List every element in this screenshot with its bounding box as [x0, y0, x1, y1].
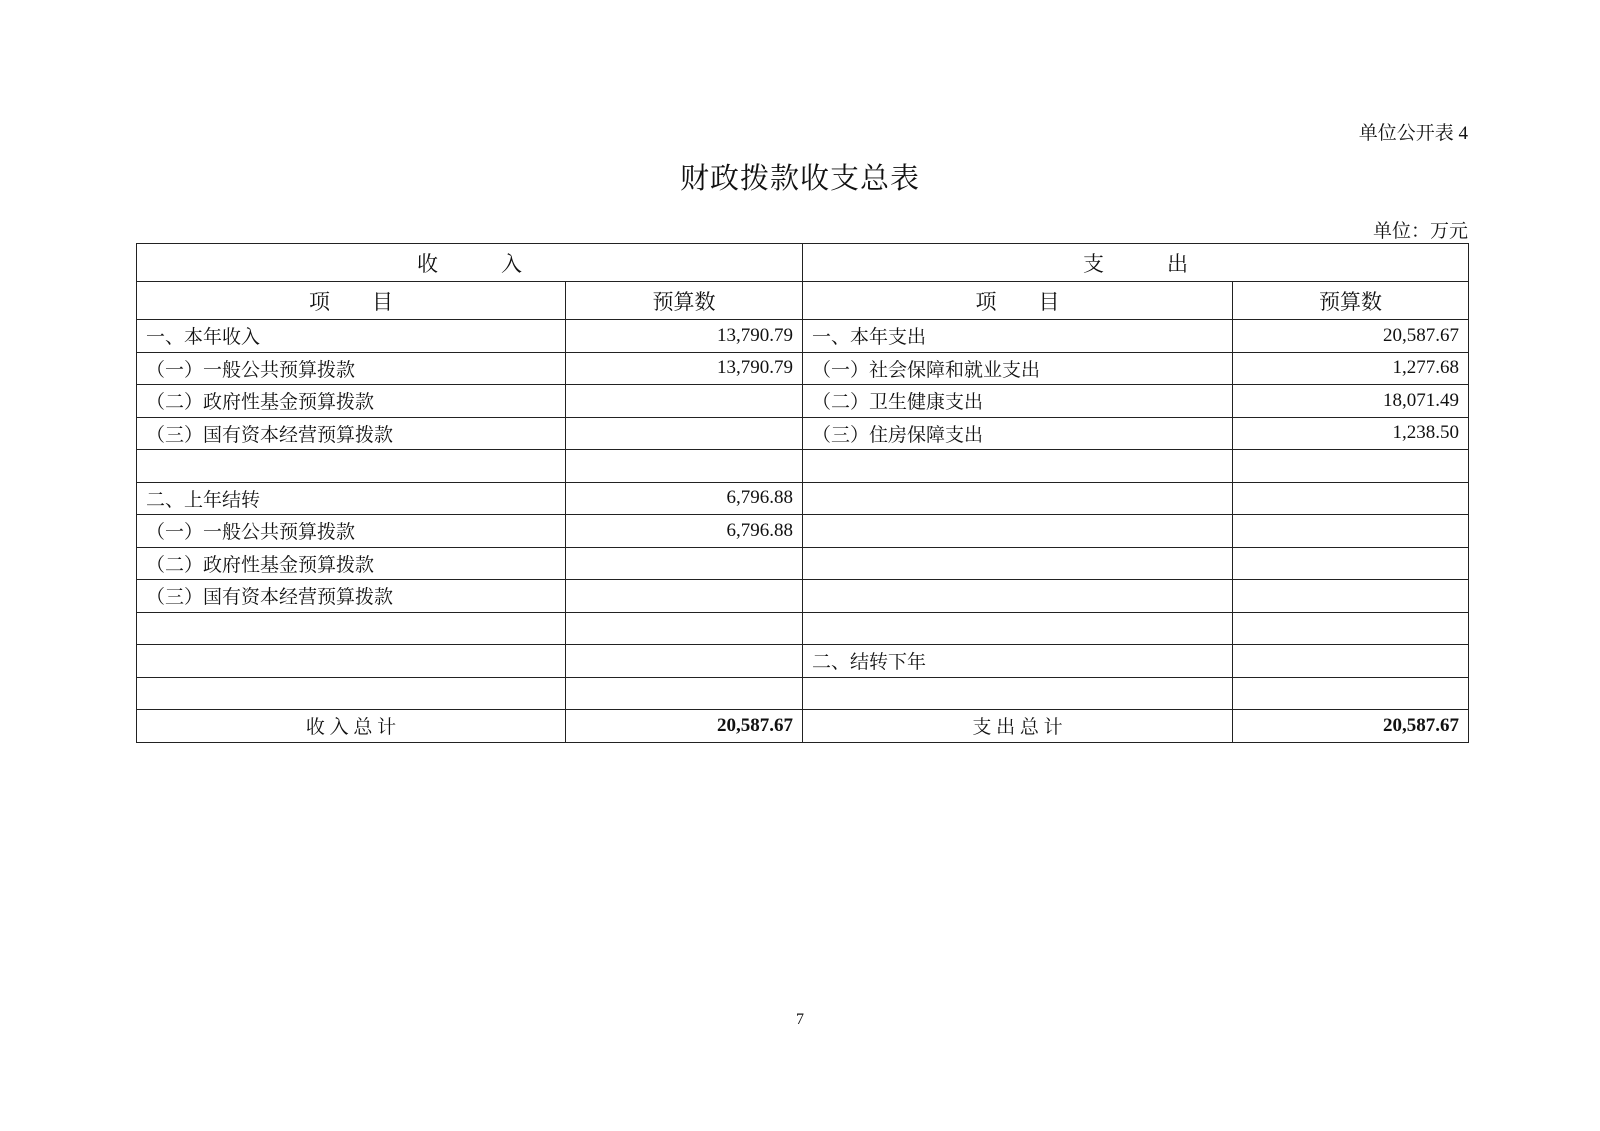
- table-row: [137, 352, 1469, 385]
- expense-value-cell: [1233, 450, 1469, 483]
- income-item-cell: 二、上年结转: [137, 482, 566, 515]
- table-row: [137, 385, 1469, 418]
- income-item-cell: [137, 612, 566, 645]
- income-item-cell: （一）一般公共预算拨款: [137, 352, 566, 385]
- table-row: [137, 612, 1469, 645]
- expense-item-cell: [803, 677, 1233, 710]
- expense-value-cell: [1233, 677, 1469, 710]
- income-item-cell: （二）政府性基金预算拨款: [137, 385, 566, 418]
- income-value-cell: [566, 417, 803, 450]
- income-value-cell: 6,796.88: [566, 482, 803, 515]
- unit-note: 单位：万元: [1372, 221, 1468, 242]
- income-value-cell: [566, 450, 803, 483]
- table-row: [137, 450, 1469, 483]
- expense-value-cell: [1233, 482, 1469, 515]
- income-value-cell: [566, 677, 803, 710]
- expense-value-cell: 1,277.68: [1233, 352, 1469, 385]
- expense-item-cell: （三）住房保障支出: [803, 417, 1233, 450]
- income-item-cell: （三）国有资本经营预算拨款: [137, 417, 566, 450]
- table-row: [137, 677, 1469, 710]
- income-item-cell: （二）政府性基金预算拨款: [137, 547, 566, 580]
- income-value-cell: [566, 385, 803, 418]
- income-value-cell: 13,790.79: [566, 320, 803, 353]
- expense-value-cell: [1233, 515, 1469, 548]
- income-budget-column-header: 预算数: [566, 282, 803, 320]
- income-item-cell: [137, 645, 566, 678]
- expense-value-cell: 20,587.67: [1233, 320, 1469, 353]
- income-total-label: 收 入 总 计: [137, 710, 566, 743]
- expense-value-cell: [1233, 612, 1469, 645]
- income-item-cell: [137, 677, 566, 710]
- page-number: 7: [796, 1011, 804, 1028]
- expense-item-cell: 二、结转下年: [803, 645, 1233, 678]
- income-item-column-header: 项 目: [137, 282, 566, 320]
- expense-budget-column-header: 预算数: [1233, 282, 1469, 320]
- income-value-cell: 13,790.79: [566, 352, 803, 385]
- income-value-cell: [566, 645, 803, 678]
- income-item-cell: （一）一般公共预算拨款: [137, 515, 566, 548]
- income-value-cell: 6,796.88: [566, 515, 803, 548]
- expense-total-value: 20,587.67: [1233, 710, 1469, 743]
- table-row: [137, 547, 1469, 580]
- table-row: [137, 580, 1469, 613]
- expense-value-cell: 18,071.49: [1233, 385, 1469, 418]
- table-row: [137, 482, 1469, 515]
- budget-table-body: [137, 244, 1469, 743]
- income-value-cell: [566, 612, 803, 645]
- income-item-cell: （三）国有资本经营预算拨款: [137, 580, 566, 613]
- expense-item-cell: 一、本年支出: [803, 320, 1233, 353]
- expense-value-cell: 1,238.50: [1233, 417, 1469, 450]
- budget-table: [136, 243, 1469, 743]
- expense-item-cell: [803, 612, 1233, 645]
- expense-total-label: 支 出 总 计: [803, 710, 1233, 743]
- table-row: [137, 417, 1469, 450]
- expense-item-cell: [803, 580, 1233, 613]
- form-number: 单位公开表 4: [1358, 123, 1468, 144]
- income-total-value: 20,587.67: [566, 710, 803, 743]
- expense-item-cell: [803, 515, 1233, 548]
- expense-item-cell: [803, 547, 1233, 580]
- table-row: [137, 515, 1469, 548]
- table-row: [137, 645, 1469, 678]
- total-row: [137, 710, 1469, 743]
- expense-section-header: 支 出: [803, 244, 1469, 282]
- expense-item-cell: [803, 450, 1233, 483]
- expense-item-cell: （二）卫生健康支出: [803, 385, 1233, 418]
- expense-item-cell: （一）社会保障和就业支出: [803, 352, 1233, 385]
- expense-value-cell: [1233, 645, 1469, 678]
- section-header-row: [137, 244, 1469, 282]
- page-title: 财政拨款收支总表: [679, 161, 920, 195]
- income-value-cell: [566, 547, 803, 580]
- column-header-row: [137, 282, 1469, 320]
- income-item-cell: [137, 450, 566, 483]
- expense-value-cell: [1233, 547, 1469, 580]
- income-section-header: 收 入: [137, 244, 803, 282]
- table-row: [137, 320, 1469, 353]
- income-item-cell: 一、本年收入: [137, 320, 566, 353]
- expense-item-column-header: 项 目: [803, 282, 1233, 320]
- expense-item-cell: [803, 482, 1233, 515]
- income-value-cell: [566, 580, 803, 613]
- expense-value-cell: [1233, 580, 1469, 613]
